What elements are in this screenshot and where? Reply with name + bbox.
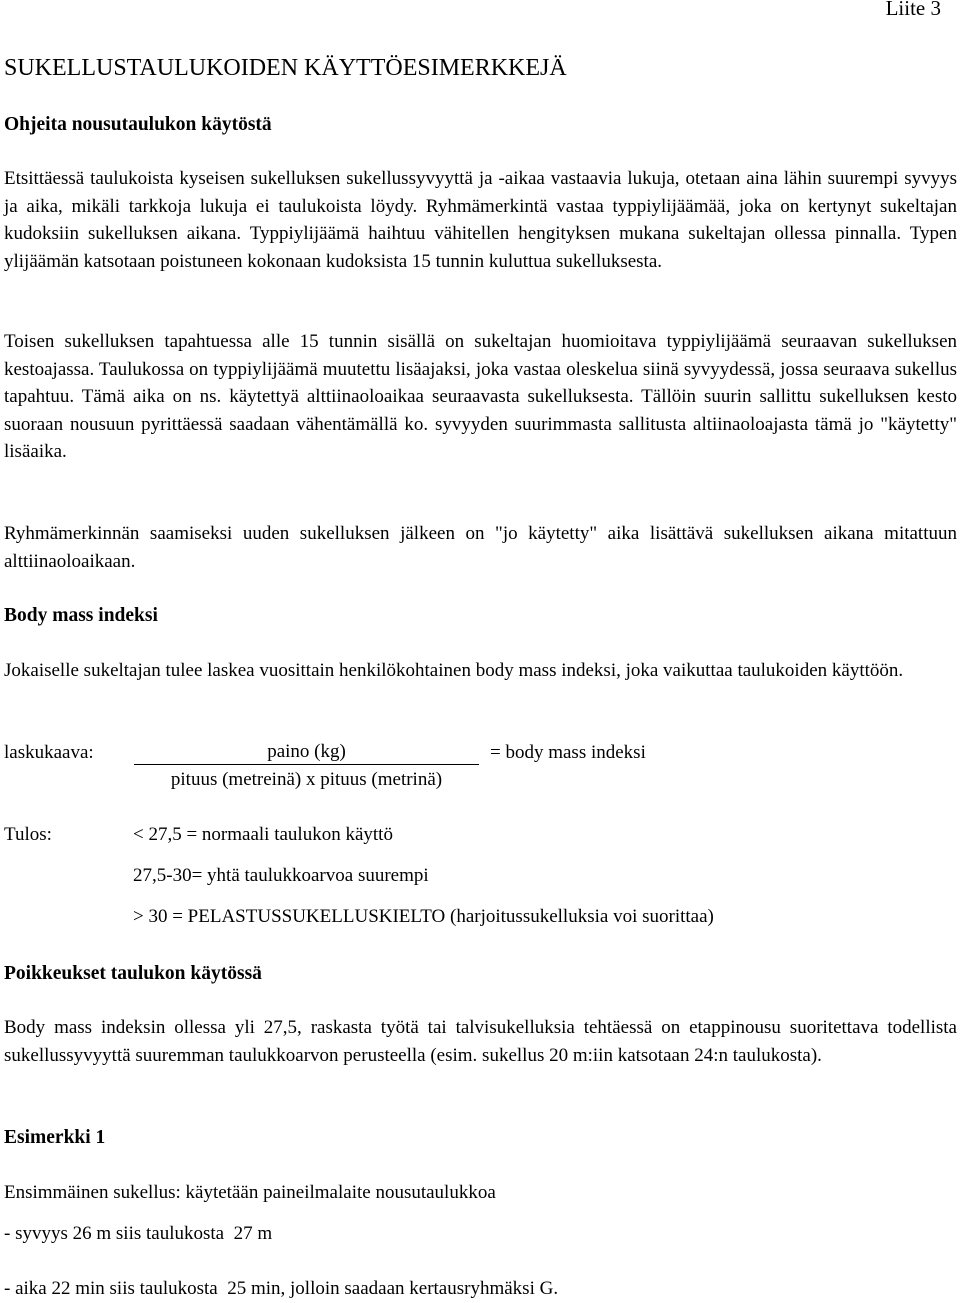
example-intro: Ensimmäinen sukellus: käytetään paineilmalaite nousutaulukkoa [4,1182,496,1203]
result-item: > 30 = PELASTUSSUKELLUSKIELTO (harjoitussukelluksia voi suorittaa) [133,906,714,927]
paragraph-second-dive: Toisen sukelluksen tapahtuessa alle 15 tunnin sisällä on sukeltajan huomioitava typpiylijäämä seuraavan sukelluksen kestoajassa. Taulukossa on typpiylijäämä muutettu lisäajaksi, joka vastaa oleskelua siinä syvyydessä, jossa seuraava sukellus tapahtuu. Tämä aika on ns. käytettyä alttiinaoloaikaa seuraavasta sukelluksesta. Tällöin suurin sallittu sukelluksen kesto suoraan nousuun pyrittäessä saadaan vähentämällä ko. syvyyden suurimmasta sallitusta altiinaoloajasta tämä jo "käytetty" lisäaika. [4,331,957,462]
result-item: < 27,5 = normaali taulukon käyttö [133,824,393,845]
document-title: SUKELLUSTAULUKOIDEN KÄYTTÖESIMERKKEJÄ [4,55,567,81]
formula-numerator: paino (kg) [134,740,479,765]
paragraph-table-lookup: Etsittäessä taulukoista kyseisen sukelluksen sukellussyvyyttä ja -aikaa vastaavia lukuja, otetaan aina lähin suurempi syvyys ja aika, mikäli tarkkoja lukuja ei taulukoista löydy. Ryhmämerkintä vastaa typpiylijäämää, joka on kertynyt sukeltajan kudoksiin sukelluksen aikana. Typpiylijäämä haihtuu vähitellen hengityksen mukana sukeltajan ollessa pinnalla. Typen ylijäämän katsotaan poistuneen kokonaan kudoksista 15 tunnin kuluttua sukelluksesta. [4,168,957,272]
section-heading-exceptions: Poikkeukset taulukon käytössä [4,963,262,984]
paragraph-exceptions: Body mass indeksin ollessa yli 27,5, raskasta työtä tai talvisukelluksia tehtäessä on etappinousu suoritettava todellista sukellussyvyyttä suuremman taulukkoarvon perusteella (esim. sukellus 20 m:iin katsotaan 24:n taulukosta). [4,1017,957,1066]
appendix-label: Liite 3 [885,0,941,20]
example-item-time: - aika 22 min siis taulukosta 25 min, jolloin saadaan kertausryhmäksi G. [4,1278,559,1299]
formula-result: = body mass indeksi [490,742,646,763]
results-label: Tulos: [4,824,52,845]
formula-label: laskukaava: [4,742,94,763]
paragraph-bmi-intro: Jokaiselle sukeltajan tulee laskea vuosittain henkilökohtainen body mass indeksi, joka vaikuttaa taulukoiden käyttöön. [4,660,904,681]
section-heading-ascent-table: Ohjeita nousutaulukon käytöstä [4,114,272,135]
example-item-depth: - syvyys 26 m siis taulukosta 27 m [4,1223,273,1244]
section-heading-bmi: Body mass indeksi [4,605,158,626]
formula-denominator: pituus (metreinä) x pituus (metrinä) [170,769,443,790]
paragraph-group-letter: Ryhmämerkinnän saamiseksi uuden sukelluksen jälkeen on "jo käytetty" aika lisättävä sukelluksen aikana mitattuun alttiinaoloaikaan. [4,523,957,572]
section-heading-example-1: Esimerkki 1 [4,1127,106,1148]
result-item: 27,5-30= yhtä taulukkoarvoa suurempi [133,865,429,886]
